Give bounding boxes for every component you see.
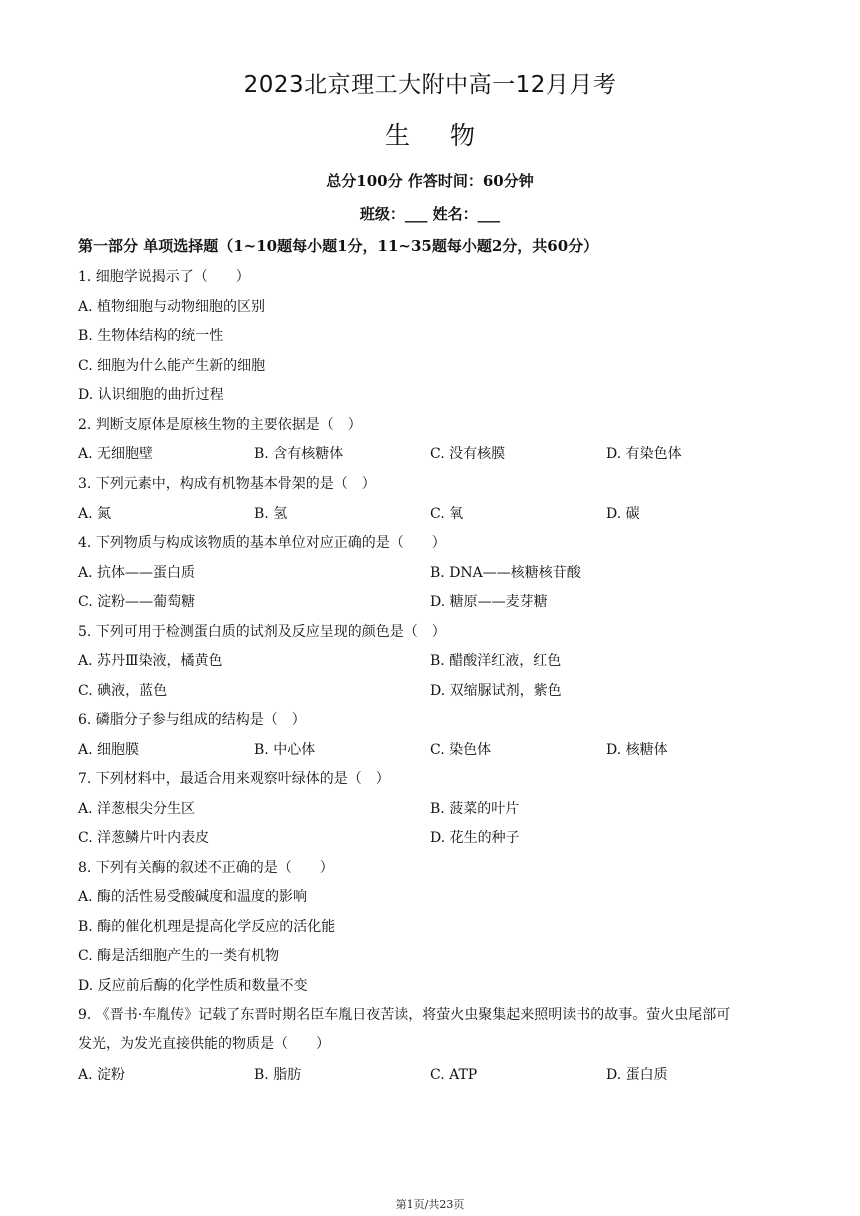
question-9-option-a: A. 淀粉 [78, 1067, 126, 1083]
question-7-option-b: B. 菠菜的叶片 [430, 801, 520, 817]
question-1-option-c: C. 细胞为什么能产生新的细胞 [78, 358, 266, 374]
question-2-stem: 2. 判断支原体是原核生物的主要依据是（ ） [78, 417, 362, 433]
section-title: 第一部分 单项选择题（1~10题每小题1分，11~35题每小题2分，共60分） [78, 237, 599, 255]
exam-subject: 生物 [384, 121, 515, 150]
question-6-stem: 6. 磷脂分子参与组成的结构是（ ） [78, 712, 306, 728]
question-9-option-d: D. 蛋白质 [606, 1067, 668, 1083]
question-4-stem: 4. 下列物质与构成该物质的基本单位对应正确的是（ ） [78, 535, 446, 551]
question-8-stem: 8. 下列有关酶的叙述不正确的是（ ） [78, 860, 334, 876]
question-6-option-c: C. 染色体 [430, 742, 492, 758]
question-2-option-a: A. 无细胞壁 [78, 446, 154, 462]
question-9-stem-line-2: 发光，为发光直接供能的物质是（ ） [78, 1036, 330, 1052]
question-5-stem: 5. 下列可用于检测蛋白质的试剂及反应呈现的颜色是（ ） [78, 624, 446, 640]
score-time-line: 总分100分 作答时间：60分钟 [326, 172, 534, 190]
class-name-line: 班级：___ 姓名：___ [359, 205, 501, 223]
question-2-option-c: C. 没有核膜 [430, 446, 506, 462]
question-1-option-b: B. 生物体结构的统一性 [78, 328, 224, 344]
question-7-stem: 7. 下列材料中，最适合用来观察叶绿体的是（ ） [78, 771, 390, 787]
question-4-option-c: C. 淀粉——葡萄糖 [78, 594, 196, 610]
question-9-stem-line-1: 9. 《晋书·车胤传》记载了东晋时期名臣车胤日夜苦读，将萤火虫聚集起来照明读书的故事。萤火虫尾部可 [78, 1007, 731, 1023]
question-5-option-b: B. 醋酸洋红液，红色 [430, 653, 562, 669]
question-6-option-d: D. 核糖体 [606, 742, 668, 758]
question-6-option-a: A. 细胞膜 [78, 742, 140, 758]
question-4-option-a: A. 抗体——蛋白质 [78, 565, 196, 581]
question-3-stem: 3. 下列元素中，构成有机物基本骨架的是（ ） [78, 476, 376, 492]
question-6-option-b: B. 中心体 [254, 742, 316, 758]
question-3-option-d: D. 碳 [606, 506, 640, 522]
question-7-option-a: A. 洋葱根尖分生区 [78, 801, 196, 817]
question-4-option-d: D. 糖原——麦芽糖 [430, 594, 548, 610]
question-2-option-b: B. 含有核糖体 [254, 446, 344, 462]
question-3-option-b: B. 氢 [254, 506, 288, 522]
question-5-option-d: D. 双缩脲试剂，紫色 [430, 683, 562, 699]
question-2-option-d: D. 有染色体 [606, 446, 682, 462]
question-7-option-c: C. 洋葱鳞片叶内表皮 [78, 830, 210, 846]
question-3-option-a: A. 氮 [78, 506, 112, 522]
question-8-option-a: A. 酶的活性易受酸碱度和温度的影响 [78, 889, 308, 905]
question-1-stem: 1. 细胞学说揭示了（ ） [78, 269, 250, 285]
exam-title: 2023北京理工大附中高一12月月考 [243, 72, 617, 98]
question-8-option-b: B. 酶的催化机理是提高化学反应的活化能 [78, 919, 336, 935]
question-3-option-c: C. 氧 [430, 506, 464, 522]
question-1-option-d: D. 认识细胞的曲折过程 [78, 387, 224, 403]
question-8-option-d: D. 反应前后酶的化学性质和数量不变 [78, 978, 308, 994]
question-9-option-c: C. ATP [430, 1067, 478, 1083]
question-1-option-a: A. 植物细胞与动物细胞的区别 [78, 299, 266, 315]
question-5-option-c: C. 碘液，蓝色 [78, 683, 168, 699]
page-number: 第1页/共23页 [395, 1198, 465, 1211]
question-5-option-a: A. 苏丹Ⅲ染液，橘黄色 [78, 653, 223, 669]
question-9-option-b: B. 脂肪 [254, 1067, 302, 1083]
question-4-option-b: B. DNA——核糖核苷酸 [430, 565, 581, 581]
question-7-option-d: D. 花生的种子 [430, 830, 520, 846]
question-8-option-c: C. 酶是活细胞产生的一类有机物 [78, 948, 280, 964]
